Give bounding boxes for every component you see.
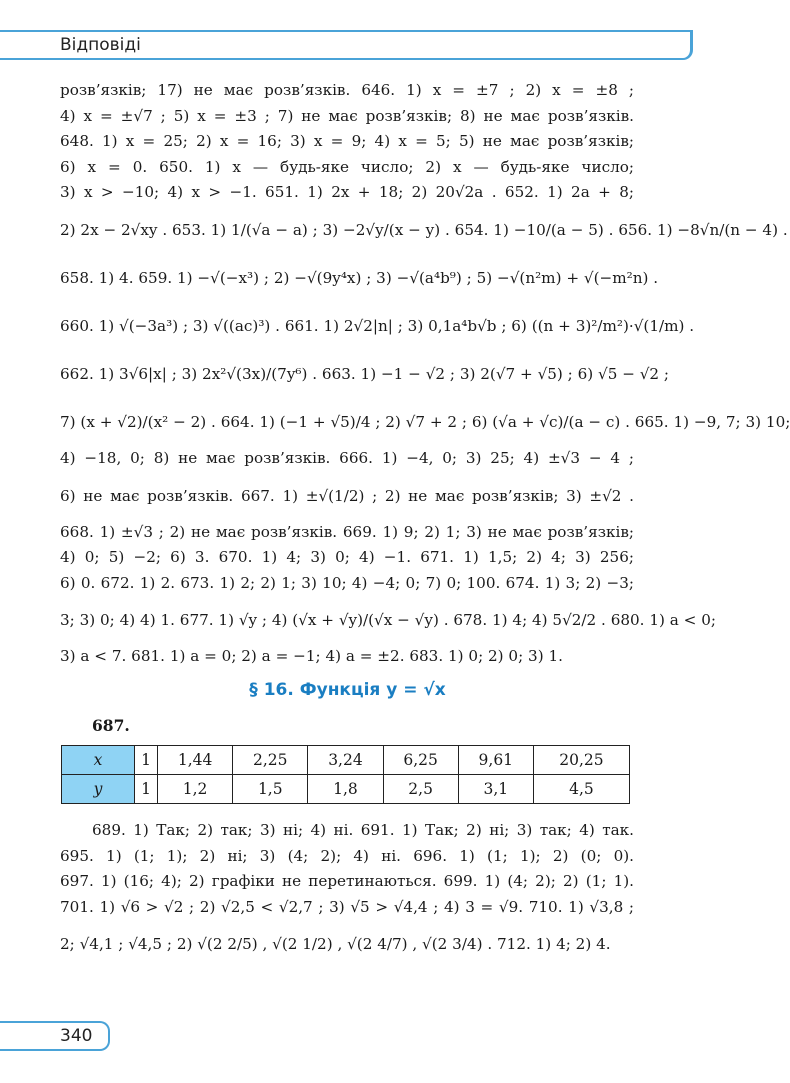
answer-line: 697. 1) (16; 4); 2) графіки не перетинаються. 699. 1) (4; 2); 2) (1; 1). bbox=[60, 872, 634, 891]
answer-line: 6) не має розв’язків. 667. 1) ±√(1/2) ; 2) не має розв’язків; 3) ±√2 . bbox=[60, 486, 634, 505]
table-cell: 3,1 bbox=[458, 775, 533, 804]
answer-line: 4) 0; 5) −2; 6) 3. 670. 1) 4; 3) 0; 4) −1. 671. 1) 1,5; 2) 4; 3) 256; bbox=[60, 548, 634, 567]
table-row bbox=[62, 775, 630, 804]
table-cell: 1,8 bbox=[308, 775, 383, 804]
answer-line: 6) 0. 672. 1) 2. 673. 1) 2; 2) 1; 3) 10; 4) −4; 0; 7) 0; 100. 674. 1) 3; 2) −3; bbox=[60, 573, 634, 592]
task-number: 687. bbox=[92, 716, 130, 735]
page-number-box bbox=[0, 1021, 110, 1051]
answer-line: 2) 2x − 2√xy . 653. 1) 1/(√a − a) ; 3) −2√y/(x − y) . 654. 1) −10/(a − 5) . 656. 1) −8√n/(n − 4) . bbox=[60, 220, 788, 239]
answers-block-2 bbox=[60, 818, 634, 968]
answer-line: 2; √4,1 ; √4,5 ; 2) √(2 2/5) , √(2 1/2) , √(2 4/7) , √(2 3/4) . 712. 1) 4; 2) 4. bbox=[60, 935, 611, 954]
answers-block-1 bbox=[60, 78, 790, 670]
table-cell: 2,5 bbox=[383, 775, 458, 804]
table-cell: 6,25 bbox=[383, 746, 458, 775]
answer-line: розв’язків; 17) не має розв’язків. 646. 1) x = ±7 ; 2) x = ±8 ; bbox=[60, 81, 634, 99]
answer-line: 7) (x + √2)/(x² − 2) . 664. 1) (−1 + √5)/4 ; 2) √7 + 2 ; 6) (√a + √c)/(a − c) . 665. 1) −9, 7; 3) 10; bbox=[60, 412, 790, 431]
table-cell: 1 bbox=[135, 746, 158, 775]
table-cell: 3,24 bbox=[308, 746, 383, 775]
answer-line: 695. 1) (1; 1); 2) ні; 3) (4; 2); 4) ні. 696. 1) (1; 1); 2) (0; 0). bbox=[60, 846, 634, 865]
table-cell: 1,2 bbox=[158, 775, 233, 804]
table-row bbox=[62, 746, 630, 775]
answer-line: 668. 1) ±√3 ; 2) не має розв’язків. 669. 1) 9; 2) 1; 3) не має розв’язків; bbox=[60, 522, 634, 541]
section-title: § 16. Функція y = √x bbox=[249, 680, 446, 700]
table-header-cell: y bbox=[62, 775, 135, 804]
answer-line: 4) −18, 0; 8) не має розв’язків. 666. 1) −4, 0; 3) 25; 4) ±√3 − 4 ; bbox=[60, 448, 634, 467]
answer-line: 648. 1) x = 25; 2) x = 16; 3) x = 9; 4) x = 5; 5) не має розв’язків; bbox=[60, 132, 634, 151]
page-number: 340 bbox=[60, 1026, 93, 1046]
table-cell: 9,61 bbox=[458, 746, 533, 775]
table-cell: 1,5 bbox=[233, 775, 308, 804]
answer-line: 658. 1) 4. 659. 1) −√(−x³) ; 2) −√(9y⁴x) ; 3) −√(a⁴b⁹) ; 5) −√(n²m) + √(−m²n) . bbox=[60, 268, 659, 287]
answer-line: 662. 1) 3√6|x| ; 3) 2x²√(3x)/(7y⁶) . 663. 1) −1 − √2 ; 3) 2(√7 + √5) ; 6) √5 − √2 ; bbox=[60, 364, 670, 383]
answer-line: 3) x > −10; 4) x > −1. 651. 1) 2x + 18; 2) 20√2a . 652. 1) 2a + 8; bbox=[60, 183, 634, 202]
values-table bbox=[61, 745, 630, 804]
answer-line: 6) x = 0. 650. 1) x — будь-яке число; 2) x — будь-яке число; bbox=[60, 157, 634, 176]
header-title: Відповіді bbox=[60, 35, 141, 55]
answer-line: 689. 1) Так; 2) так; 3) ні; 4) ні. 691. 1) Так; 2) ні; 3) так; 4) так. bbox=[92, 821, 634, 839]
answer-line: 3) a < 7. 681. 1) a = 0; 2) a = −1; 4) a = ±2. 683. 1) 0; 2) 0; 3) 1. bbox=[60, 647, 563, 666]
header-bar bbox=[0, 30, 693, 60]
answer-line: 701. 1) √6 > √2 ; 2) √2,5 < √2,7 ; 3) √5 > √4,4 ; 4) 3 = √9. 710. 1) √3,8 ; bbox=[60, 897, 634, 916]
table-header-cell: x bbox=[62, 746, 135, 775]
table-cell: 20,25 bbox=[533, 746, 629, 775]
table-cell: 1,44 bbox=[158, 746, 233, 775]
table-cell: 1 bbox=[135, 775, 158, 804]
table-cell: 4,5 bbox=[533, 775, 629, 804]
answer-line: 660. 1) √(−3a³) ; 3) √((ac)³) . 661. 1) 2√2|n| ; 3) 0,1a⁴b√b ; 6) ((n + 3)²/m²)·√(1/m) . bbox=[60, 316, 695, 335]
answer-line: 4) x = ±√7 ; 5) x = ±3 ; 7) не має розв’язків; 8) не має розв’язків. bbox=[60, 106, 634, 125]
table-cell: 2,25 bbox=[233, 746, 308, 775]
answer-line: 3; 3) 0; 4) 4) 1. 677. 1) √y ; 4) (√x + √y)/(√x − √y) . 678. 1) 4; 4) 5√2/2 . 680. 1) a < 0; bbox=[60, 611, 716, 630]
